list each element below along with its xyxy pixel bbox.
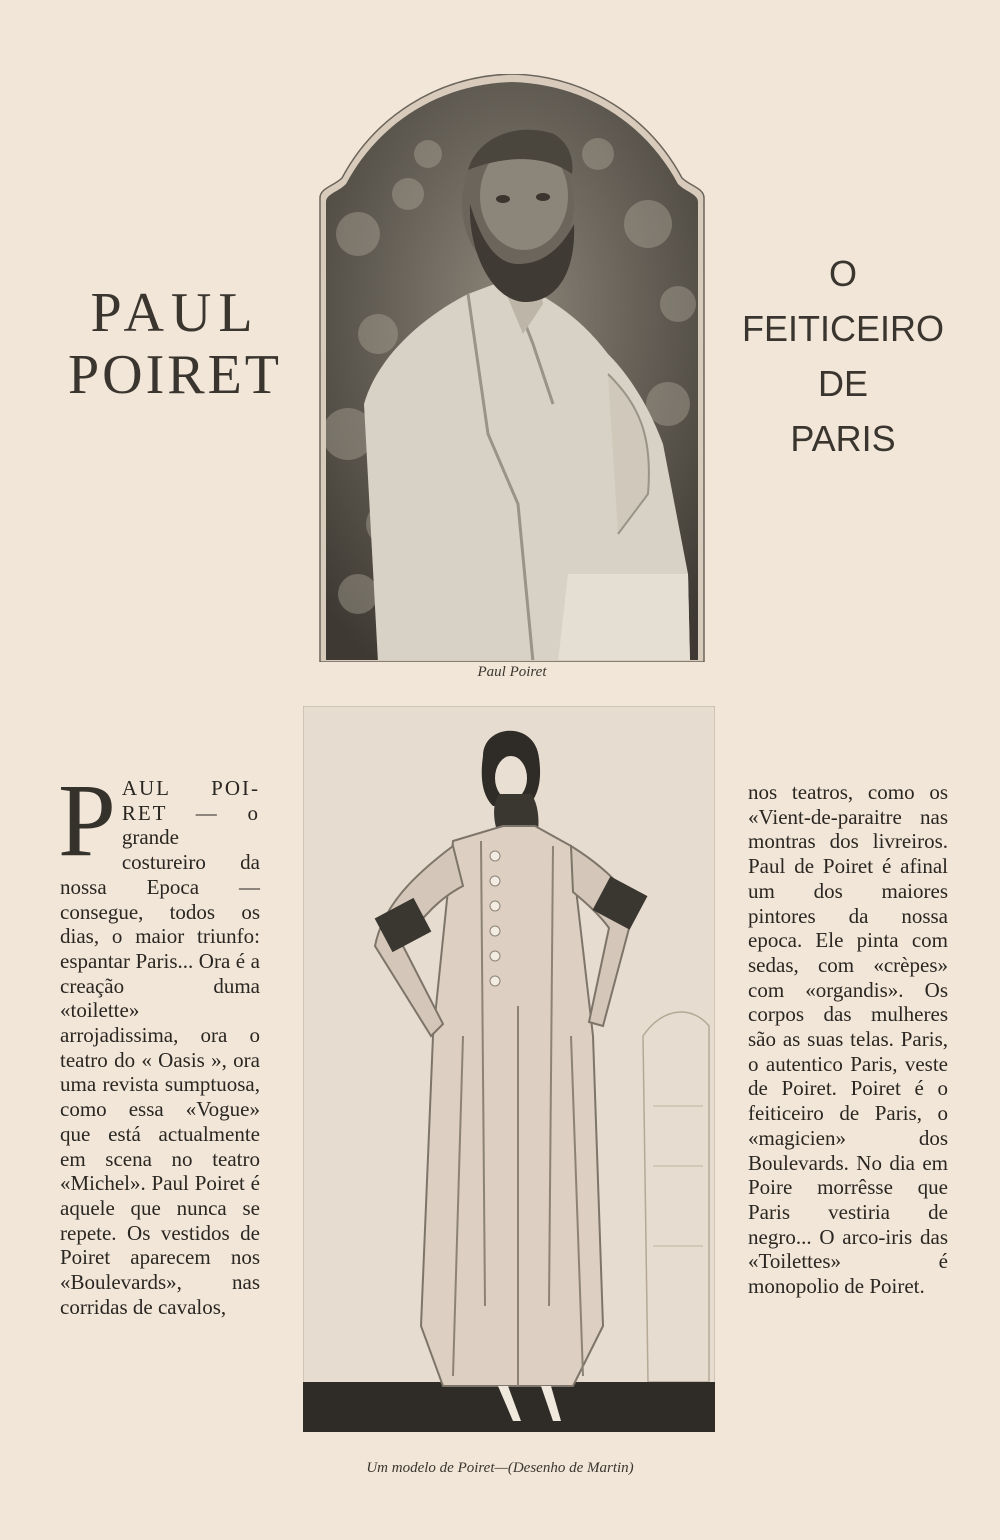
title-right-line2: FEITICEIRO bbox=[741, 308, 944, 349]
article-left-column bbox=[58, 763, 260, 1319]
title-left-line1: PAUL bbox=[90, 282, 260, 344]
title-left-line2: POIRET bbox=[68, 344, 282, 406]
title-right-line4: PARIS bbox=[790, 418, 896, 459]
title-feiticeiro bbox=[712, 246, 974, 466]
fashion-drawing bbox=[303, 706, 715, 1432]
drawing-caption: Um modelo de Poiret—(Desenho de Martin) bbox=[366, 1460, 634, 1476]
article-right-column bbox=[748, 780, 948, 1299]
portrait-photo bbox=[318, 74, 706, 662]
article-right-text: nos teatros, como os «Vient-de-paraitre nas montras dos livreiros. Paul de Poiret é afinal um dos maiores pintores da nossa epoca. Ele pinta com sedas, com «crèpes» com «organdis». Os corpos das mulheres são as suas telas. Paris, o autentico Paris, veste de Poiret. Poiret é o feiticeiro de Paris, o «magicien» dos Boulevards. No dia em Poire morrêsse que Paris vestiria de negro... O arco-iris das «Toilettes» é monopolio de Poiret. bbox=[748, 780, 948, 1299]
title-right-line1: O bbox=[828, 253, 857, 294]
article-lead: AUL POI-RET — o bbox=[121, 776, 260, 825]
title-right-line3: DE bbox=[817, 363, 868, 404]
article-left-text: grande costureiro da nossa Epoca — consegue, todos os dias, o maior triunfo: espantar Paris... Ora é a creação duma «toilette» arrojadissima, ora o teatro do « Oasis », ora uma revista sumptuosa, como essa «Vogue» que está actualmente em scena no teatro «Michel». Paul Poiret é aquele que nunca se repete. Os vestidos de Poiret aparecem nos «Boulevards», nas corridas de cavalos, bbox=[60, 825, 260, 1319]
portrait-caption: Paul Poiret bbox=[477, 664, 547, 680]
drop-cap: P bbox=[58, 763, 116, 878]
title-paul-poiret bbox=[40, 282, 310, 406]
